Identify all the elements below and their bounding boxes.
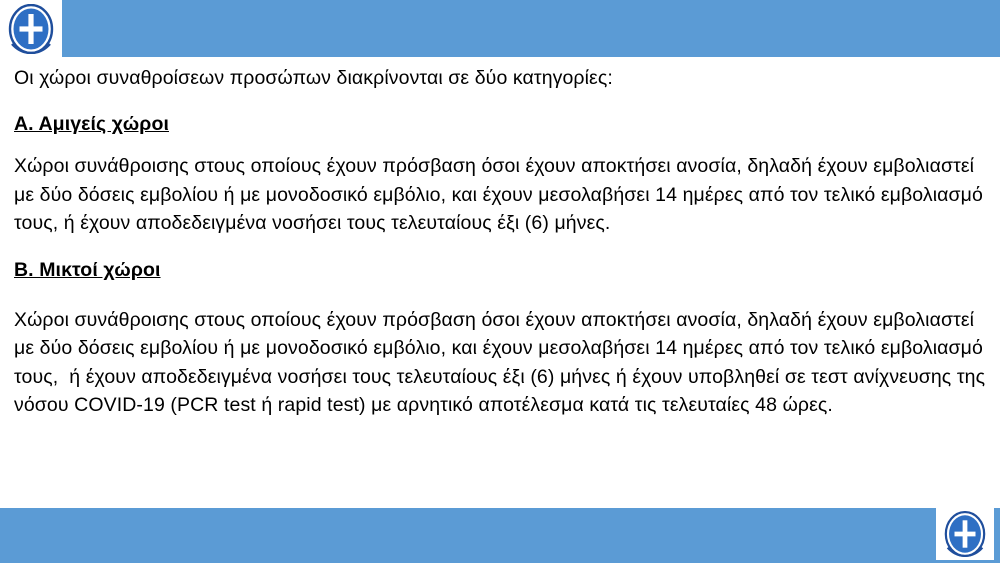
bottom-emblem-container [936,508,994,560]
section-b-heading: Β. Μικτοί χώροι [14,258,161,281]
section-b-body: Χώροι συνάθροισης στους οποίους έχουν πρόσβαση όσοι έχουν αποκτήσει ανοσία, δηλαδή έχουν εμβολιαστεί με δύο δόσεις εμβολίου ή με μονοδοσικό εμβόλιο, και έχουν μεσολαβήσει 14 ημέρες από τον τελικό εμβολιασμό τους, ή έχουν αποδεδειγμένα νοσήσει τους τελευταίους έξι (6) μήνες ή έχουν υποβληθεί σε τεστ ανίχνευσης της νόσου COVID-19 (PCR test ή rapid test) με αρνητικό αποτέλεσμα κατά τις τελευταίες 48 ώρες. [14,308,991,416]
section-a-body: Χώροι συνάθροισης στους οποίους έχουν πρόσβαση όσοι έχουν αποκτήσει ανοσία, δηλαδή έχουν εμβολιαστεί με δύο δόσεις εμβολίου ή με μονοδοσικό εμβόλιο, και έχουν μεσολαβήσει 14 ημέρες από τον τελικό εμβολιασμό τους, ή έχουν αποδεδειγμένα νοσήσει τους τελευταίους έξι (6) μήνες. [14,155,989,234]
greek-republic-emblem-icon [8,4,54,54]
top-banner-bar [62,0,1000,57]
section-a-heading: Α. Αμιγείς χώροι [14,113,169,135]
bottom-banner-bar [0,508,1000,563]
intro-text: Οι χώροι συναθροίσεων προσώπων διακρίνονται σε δύο κατηγορίες: [14,67,613,89]
top-emblem-container [0,0,62,57]
slide-content [14,60,991,420]
greek-republic-emblem-icon [944,511,986,557]
